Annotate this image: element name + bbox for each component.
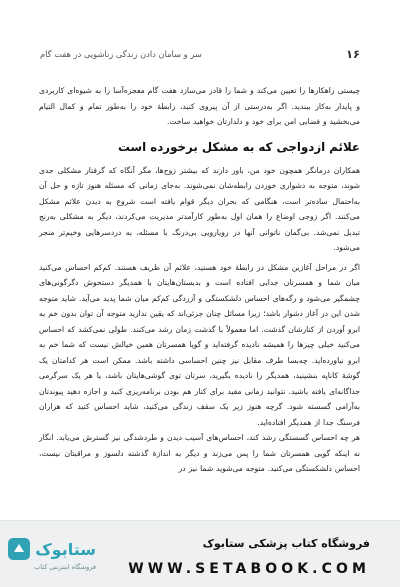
- body-paragraph-2: اگر در مراحل آغازین مشکل در رابطهٔ خود هستید، علائم آن ظریف هستند. کم‌کم احساس می‌کنید میان شما و همسرتان جدایی افتاده است و بدبستان‌هایتان با همدیگر دستخوش دگرگونی‌های چشمگیر می‌شود و رگه‌های احساس دلشکستگی و آزردگی کم‌کم میان شما پدید می‌آید. شاید متوجه شدن این در آغاز دشوار باشد؛ زیرا مسائل چنان جزئی‌اند که یقین ندارید متوجه آن توان بدون خم به ابرو آوردن از کنارشان گذشت. اما معمولاً با گذشت زمان رشد می‌کنند. طولی نمی‌کشد که احساس می‌کنید خیلی چیزها را همیشه نادیده گرفته‌اید و گویا همسرتان همین خیالش نیست که شما خم به ابرو نیاورده‌اید. چه‌بسا طرف مقابل نیز چنین احساسی داشته باشد. ممکن است هر کدامتان یک گوشهٔ کاناپه بنشینید، همدیگر را نادیده بگیرید، سرتان توی گوشی‌هایتان باشد، یا هر یک سرگرمی جداگانه‌ای یافته باشید. نتوانید زمانی مفید برای کنار هم بودن برنامه‌ریزی کنید و اجازه دهید پیوندتان به‌آرامی گسسته شود. گرچه هنوز زیر یک سقف زندگی می‌کنید، شاید احساس کنید که هزاران فرسنگ جدا از همدیگر افتاده‌اید.: [39, 262, 360, 427]
- intro-paragraph: چیستی راهکارها را تعیین می‌کند و شما را قادر می‌سازد هفت گام معجزه‌آسا را به شیوه‌ای کاربردی و پایدار به‌کار ببندید. اگر به‌درستی از آن پیروی کنید، رابطهٔ خود را به‌طور تمام و کمال التیام می‌بخشید و فضایی امن برای خود و دلدارتان خواهید ساخت.: [39, 86, 360, 126]
- setabook-logo[interactable]: [8, 535, 100, 575]
- body-paragraph-3: هر چه احساس گسستگی رشد کند، احساس‌های آسیب دیدن و طردشدگی نیز گسترش می‌یابد. انگار نه اینکه گویی همسرتان شما را پس می‌زند و دیگر به اندازهٔ گذشته دلسوز و مراقبتان نیست، احساس دلشکستگی می‌کنید. متوجه می‌شوید شما نیز در: [39, 433, 360, 473]
- running-head: سر و سامان دادن زندگی زناشویی در هفت گام: [40, 49, 202, 59]
- store-title: فروشگاه کتاب پزشکی ستابوک: [202, 537, 370, 550]
- svg-text:ستابوک: ستابوک: [35, 540, 96, 559]
- body-paragraph-1: همکاران درمانگر همچون خود من، باور دارند که بیشتر زوج‌ها، مگر آنگاه که گرفتار مشکلی جدی شوند، متوجه به دشواری خوردن رابطه‌شان نمی‌شوند. به‌جای زمانی که مسئله هنوز تازه و حل آن به‌احتمال ساده‌تر است، هنگامی که بحران دیگر قوام یافته است شروع به دیدن علائم مشکل می‌کنند. اگر زوجی اوضاع را همان اول به‌طور کارآمدتر مدیریت می‌کردند، دیگر به مشکلی به‌رنج تبدیل نمی‌شد. بی‌گمان ناتوانی آنها در رویارویی بی‌درنگ با مسئله، به دردسرهایی وخیم‌تر منجر می‌شود.: [39, 165, 360, 252]
- page-header: [40, 47, 360, 61]
- svg-text:فروشگاه اینترنتی کتاب: فروشگاه اینترنتی کتاب: [34, 563, 96, 571]
- store-url[interactable]: WWW.SETABOOK.COM: [128, 561, 370, 577]
- section-heading: علائم ازدواجی که به مشکل برخورده است: [118, 139, 360, 154]
- store-footer: [0, 520, 400, 587]
- page-body: [39, 83, 360, 477]
- page-number: ۱۶: [345, 47, 360, 61]
